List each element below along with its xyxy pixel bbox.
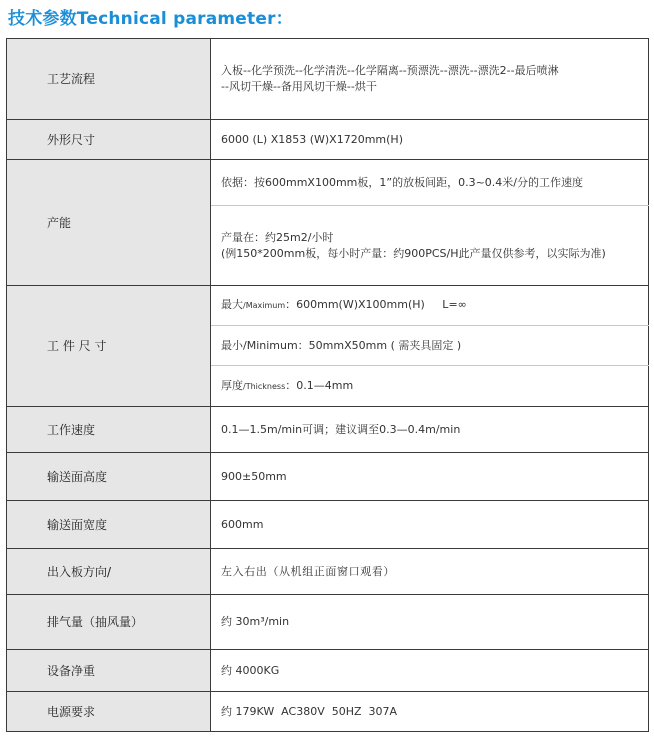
table-row <box>7 549 649 595</box>
row-label-dimensions: 外形尺寸 <box>7 120 211 160</box>
table-row <box>7 692 649 732</box>
capacity-output-line-1: 产量在：约25m2/小时 <box>221 230 334 244</box>
row-label-conveyor-height: 输送面高度 <box>7 453 211 501</box>
workpiece-max-value: ：600mm(W)X100mm(H) L=∞ <box>285 298 467 311</box>
row-value-direction: 左入右出（从机组正面窗口观看） <box>211 549 649 595</box>
row-value-power: 约 179KW AC380V 50HZ 307A <box>211 692 649 732</box>
table-row <box>7 650 649 692</box>
process-line-2: --风切干燥--备用风切干燥--烘干 <box>221 80 377 93</box>
row-label-power: 电源要求 <box>7 692 211 732</box>
row-value-conveyor-height: 900±50mm <box>211 453 649 501</box>
row-label-exhaust: 排气量（抽风量） <box>7 595 211 650</box>
row-value-dimensions: 6000 (L) X1853 (W)X1720mm(H) <box>211 120 649 160</box>
table-row <box>7 501 649 549</box>
workpiece-min: 最小/Minimum：50mmX50mm ( 需夹具固定 ) <box>211 326 649 366</box>
capacity-output-line-2: (例150*200mm板，每小时产量：约900PCS/H此产量仅供参考，以实际为准) <box>221 246 606 260</box>
page-title: 技术参数Technical parameter： <box>8 9 293 29</box>
table-row <box>7 286 649 326</box>
workpiece-thick-value: ：0.1—4mm <box>285 378 354 392</box>
row-label-workpiece: 工 件 尺 寸 <box>7 286 211 407</box>
row-label-process: 工艺流程 <box>7 39 211 120</box>
row-label-capacity: 产能 <box>7 160 211 286</box>
row-label-speed: 工作速度 <box>7 407 211 453</box>
capacity-basis: 依据：按600mmX100mm板，1”的放板间距，0.3~0.4米/分的工作速度 <box>211 160 649 206</box>
workpiece-max-prefix: 最大 <box>221 298 243 311</box>
workpiece-max <box>211 286 649 326</box>
capacity-output <box>211 206 649 286</box>
table-row <box>7 160 649 206</box>
workpiece-thick-small: /Thickness <box>243 381 286 391</box>
process-line-1: 入板--化学预洗--化学清洗--化学隔离--预漂洗--漂洗--漂洗2--最后喷淋 <box>221 64 559 77</box>
row-value-exhaust: 约 30m³/min <box>211 595 649 650</box>
table-row <box>7 595 649 650</box>
row-value-process <box>211 39 649 120</box>
table-row <box>7 120 649 160</box>
table-row <box>7 39 649 120</box>
row-label-weight: 设备净重 <box>7 650 211 692</box>
workpiece-max-small: /Maximum <box>243 301 286 310</box>
spec-table <box>6 38 649 732</box>
row-label-direction: 出入板方向/ <box>7 549 211 595</box>
row-value-speed: 0.1—1.5m/min可调；建议调至0.3—0.4m/min <box>211 407 649 453</box>
row-label-conveyor-width: 输送面宽度 <box>7 501 211 549</box>
table-row <box>7 453 649 501</box>
workpiece-thick-prefix: 厚度 <box>221 378 243 392</box>
row-value-conveyor-width: 600mm <box>211 501 649 549</box>
workpiece-thickness <box>211 366 649 407</box>
row-value-weight: 约 4000KG <box>211 650 649 692</box>
table-row <box>7 407 649 453</box>
